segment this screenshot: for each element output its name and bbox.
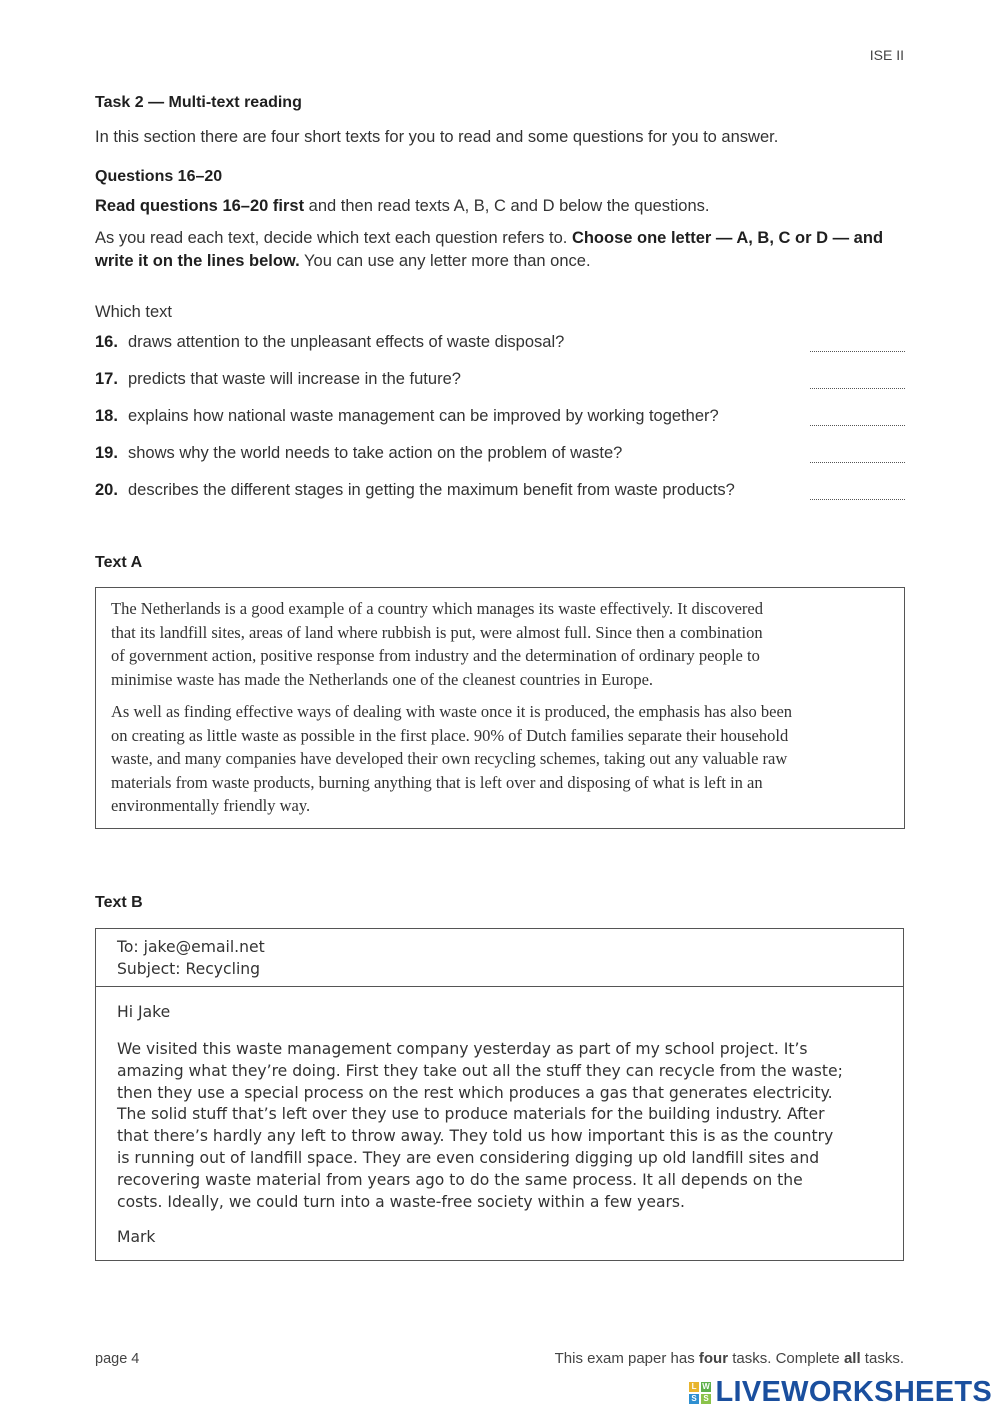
text-line: We visited this waste management company yesterday as part of my school project. It’s <box>117 1040 808 1058</box>
question-text: shows why the world needs to take action on the problem of waste? <box>128 444 623 462</box>
text-line: The Netherlands is a good example of a country which manages its waste effectively. It discovered <box>111 599 763 618</box>
answer-line[interactable] <box>810 388 905 389</box>
task-title: Task 2 — Multi-text reading <box>95 94 302 111</box>
logo-tile: S <box>689 1394 699 1404</box>
answer-line[interactable] <box>810 425 905 426</box>
text-a-box <box>95 587 905 829</box>
liveworksheets-text: LIVEWORKSHEETS <box>715 1376 992 1408</box>
text-a-title: Text A <box>95 554 143 571</box>
text-a-paragraph-2 <box>111 700 792 818</box>
instruction-2 <box>95 227 895 273</box>
text-line: of government action, positive response from industry and the determination of ordinary people to <box>111 646 760 665</box>
instruction-1 <box>95 195 710 218</box>
instruction-1-bold: Read questions 16–20 first <box>95 197 305 215</box>
task-intro: In this section there are four short texts for you to read and some questions for you to answer. <box>95 128 779 146</box>
email-to: To: jake@email.net <box>117 938 265 956</box>
footer-note-a: This exam paper has <box>554 1350 699 1367</box>
email-divider <box>96 986 903 987</box>
text-line: minimise waste has made the Netherlands one of the cleanest countries in Europe. <box>111 669 654 689</box>
email-body <box>117 1039 843 1213</box>
footer-note <box>555 1350 904 1367</box>
email-signoff: Mark <box>117 1228 156 1246</box>
question-item <box>95 407 905 431</box>
footer-note-c: tasks. Complete <box>728 1350 844 1367</box>
question-item <box>95 333 905 357</box>
text-line: waste, and many companies have developed their own recycling schemes, taking out any valuable raw <box>111 749 788 768</box>
instruction-2-end: You can use any letter more than once. <box>299 252 591 270</box>
text-line: on creating as little waste as possible in the first place. 90% of Dutch families separate their household <box>111 725 789 745</box>
logo-tile: S <box>701 1394 711 1404</box>
instruction-2-start: As you read each text, decide which text each question refers to. <box>95 229 572 247</box>
questions-title: Questions 16–20 <box>95 168 223 185</box>
text-line: amazing what they’re doing. First they take out all the stuff they can recycle from the waste; <box>117 1061 843 1080</box>
question-number: 17. <box>95 370 118 388</box>
question-item <box>95 444 905 468</box>
question-number: 18. <box>95 407 118 425</box>
answer-line[interactable] <box>810 499 905 500</box>
text-b-email-box <box>95 928 904 1261</box>
question-number: 19. <box>95 444 118 462</box>
answer-line[interactable] <box>810 351 905 352</box>
text-line: The solid stuff that’s left over they use to produce materials for the building industry. After <box>117 1105 825 1124</box>
question-number: 20. <box>95 481 118 499</box>
exam-label: ISE II <box>869 47 904 63</box>
question-text: explains how national waste management can be improved by working together? <box>128 407 719 425</box>
text-line: is running out of landfill space. They are even considering digging up old landfill sites and <box>117 1148 820 1167</box>
email-greeting: Hi Jake <box>117 1003 171 1021</box>
answer-line[interactable] <box>810 462 905 463</box>
page-number: page 4 <box>95 1351 140 1367</box>
text-line: that there’s hardly any left to throw away. They told us how important this is as the country <box>117 1127 834 1146</box>
text-line: environmentally friendly way. <box>111 796 311 815</box>
question-item <box>95 370 905 394</box>
question-number: 16. <box>95 333 118 351</box>
logo-tile: W <box>702 1381 710 1391</box>
email-subject: Subject: Recycling <box>117 959 261 978</box>
instruction-1-rest: and then read texts A, B, C and D below the questions. <box>304 197 710 215</box>
footer-note-e: tasks. <box>860 1350 904 1367</box>
which-text-label: Which text <box>95 303 173 321</box>
email-header <box>117 937 265 981</box>
text-a-paragraph-1 <box>111 597 763 691</box>
text-line: materials from waste products, burning anything that is left over and disposing of what is left in an <box>111 772 763 792</box>
question-item <box>95 481 905 505</box>
text-line: that its landfill sites, areas of land where rubbish is put, were almost full. Since then a combination <box>111 622 763 642</box>
text-line: then they use a special process on the rest which produces a gas that generates electricity. <box>117 1083 833 1102</box>
question-text: draws attention to the unpleasant effects of waste disposal? <box>128 333 565 351</box>
logo-tile: L <box>689 1382 699 1392</box>
question-text: describes the different stages in getting the maximum benefit from waste products? <box>128 481 735 499</box>
liveworksheets-logo[interactable] <box>689 1376 992 1409</box>
text-b-title: Text B <box>95 894 143 911</box>
text-line: costs. Ideally, we could turn into a waste-free society within a few years. <box>117 1192 686 1211</box>
footer-note-d: all <box>843 1350 861 1367</box>
question-text: predicts that waste will increase in the future? <box>128 370 461 388</box>
instruction-2-bold: Choose one letter — A, B, C or D — and write it on the lines below. <box>95 229 884 270</box>
text-line: As well as finding effective ways of dealing with waste once it is produced, the emphasis has also been <box>111 702 793 721</box>
text-line: recovering waste material from years ago to do the same process. It all depends on the <box>117 1170 803 1189</box>
liveworksheets-icon <box>689 1382 711 1404</box>
footer-note-b: four <box>698 1350 729 1367</box>
